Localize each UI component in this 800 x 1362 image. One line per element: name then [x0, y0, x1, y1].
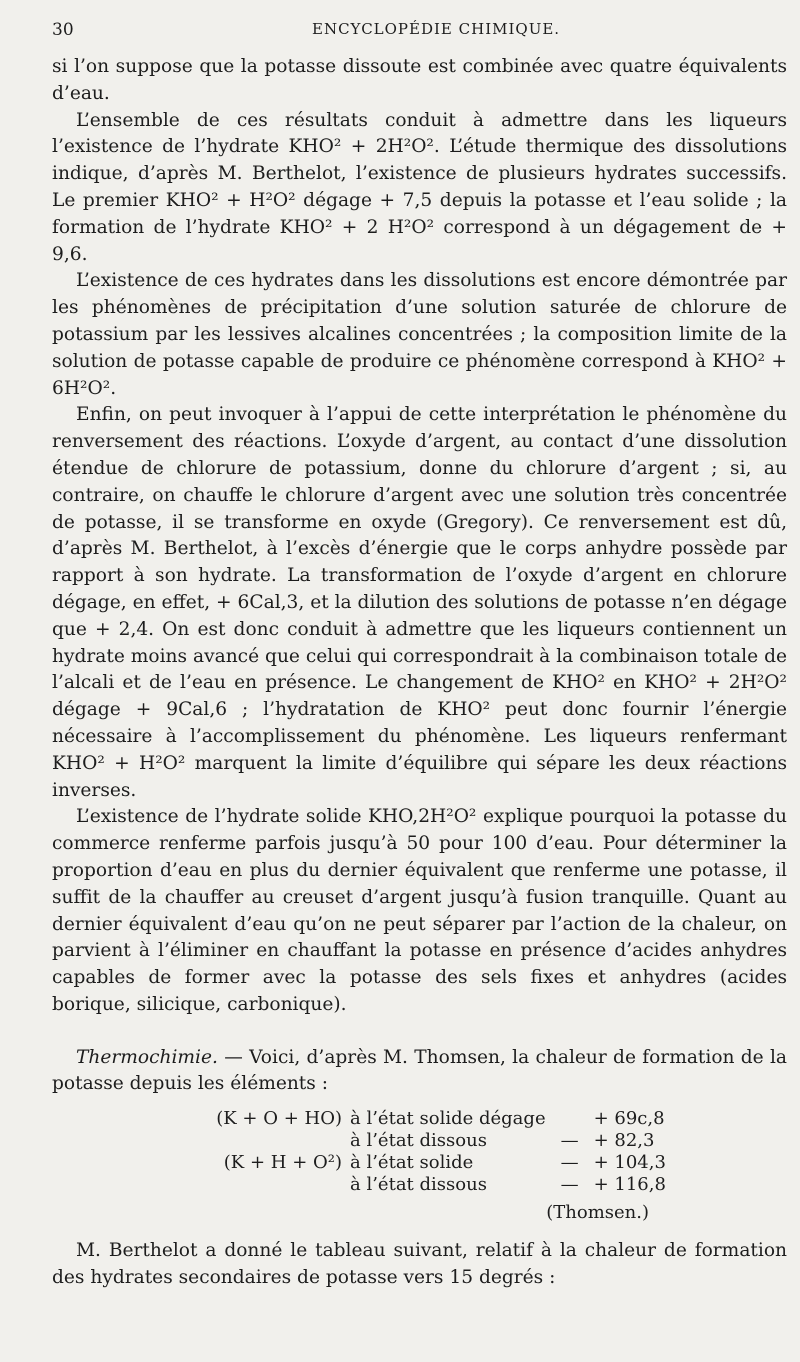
table-cell-state: à l’état dissous — [350, 1174, 487, 1196]
heat-of-formation-table — [52, 1108, 680, 1196]
table-cell-reaction — [52, 1174, 350, 1196]
table-cell-state: à l’état solide dégage — [350, 1108, 546, 1130]
table-cell-sign: — — [560, 1174, 579, 1196]
section-intro: — Voici, d’après M. Thomsen, la chaleur de formation de la potasse depuis les éléments : — [52, 1046, 787, 1095]
paragraph: L’ensemble de ces résultats conduit à admettre dans les liqueurs l’existence de l’hydrate KHO² + 2H²O². L’étude thermique des dissolutions indique, d’après M. Berthelot, l’existence de plusieurs hydrates successifs. Le premier KHO² + H²O² dégage + 7,5 depuis la potasse et l’eau solide ; la formation de l’hydrate KHO² + 2 H²O² correspond à un dégagement de + 9,6. — [52, 109, 787, 265]
running-title: ENCYCLOPÉDIE CHIMIQUE. — [312, 20, 561, 38]
table-cell-state: à l’état solide — [350, 1152, 474, 1174]
page-header — [52, 20, 800, 44]
section-gap — [52, 1019, 787, 1045]
table-cell-reaction: (K + H + O²) — [223, 1152, 342, 1174]
section-gap — [52, 1224, 787, 1238]
table-cell-value: + 116,8 — [593, 1174, 666, 1196]
table-row — [52, 1108, 680, 1130]
table-cell-value: + 104,3 — [593, 1152, 666, 1174]
table-row — [52, 1174, 680, 1196]
table-source: (Thomsen.) — [546, 1202, 649, 1224]
table-cell-sign: — — [560, 1130, 579, 1152]
closing-paragraph: M. Berthelot a donné le tableau suivant, relatif à la chaleur de formation des hydrates secondaires de potasse vers 15 degrés : — [52, 1240, 787, 1289]
table-cell-state: à l’état dissous — [350, 1130, 487, 1152]
paragraph: L’existence de l’hydrate solide KHO,2H²O² explique pourquoi la potasse du commerce renferme parfois jusqu’à 50 pour 100 d’eau. Pour déterminer la proportion d’eau en plus du dernier équivalent que renferme une potasse, il suffit de la chauffer au creuset d’argent jusqu’à fusion tranquille. Quant au dernier équivalent d’eau qu’on ne peut séparer par l’action de la chaleur, on parvient à l’éliminer en chauffant la potasse en présence d’acides anhydres capables de former avec la potasse des sels fixes et anhydres (acides borique, silicique, carbonique). — [52, 806, 787, 1015]
table-cell-reaction: (K + O + HO) — [216, 1108, 342, 1130]
table-cell-sign: — — [560, 1152, 579, 1174]
table-cell-reaction — [52, 1130, 350, 1152]
thermochimie-paragraph — [52, 1045, 787, 1099]
paragraph: L’existence de ces hydrates dans les dissolutions est encore démontrée par les phénomènes de précipitation d’une solution saturée de chlorure de potassium par les lessives alcalines concentrées ; la composition limite de la solution de potasse capable de produire ce phénomène correspond à KHO² + 6H²O². — [52, 270, 787, 399]
paragraph: Enfin, on peut invoquer à l’appui de cette interprétation le phénomène du renversement des réactions. L’oxyde d’argent, au contact d’une dissolution étendue de chlorure de potassium, donne du chlorure d’argent ; si, au contraire, on chauffe le chlorure d’argent avec une solution très concentrée de potasse, il se transforme en oxyde (Gregory). Ce renversement est dû, d’après M. Berthelot, à l’excès d’énergie que le corps anhydre possède par rapport à son hydrate. La transformation de l’oxyde d’argent en chlorure dégage, en effet, + 6Cal,3, et la dilution des solutions de potasse n’en dégage que + 2,4. On est donc conduit à admettre que les liqueurs contiennent un hydrate moins avancé que celui qui correspondrait à la combinaison totale de l’alcali et de l’eau en présence. Le changement de KHO² en KHO² + 2H²O² dégage + 9Cal,6 ; l’hydratation de KHO² peut donc fournir l’énergie nécessaire à l’accomplissement du phénomène. Les liqueurs renfermant KHO² + H²O² marquent la limite d’équilibre qui sépare les deux réactions inverses. — [52, 404, 787, 801]
paragraph: si l’on suppose que la potasse dissoute est combinée avec quatre équivalents d’eau. — [52, 56, 787, 104]
table-row — [52, 1152, 680, 1174]
table-cell-sign — [552, 1108, 594, 1130]
section-heading: Thermochimie. — [76, 1046, 218, 1068]
table-row — [52, 1130, 680, 1152]
page-number: 30 — [52, 20, 74, 40]
table-cell-value: + 82,3 — [593, 1130, 655, 1152]
table-cell-value: + 69c,8 — [593, 1108, 665, 1130]
body-text — [52, 54, 787, 1292]
